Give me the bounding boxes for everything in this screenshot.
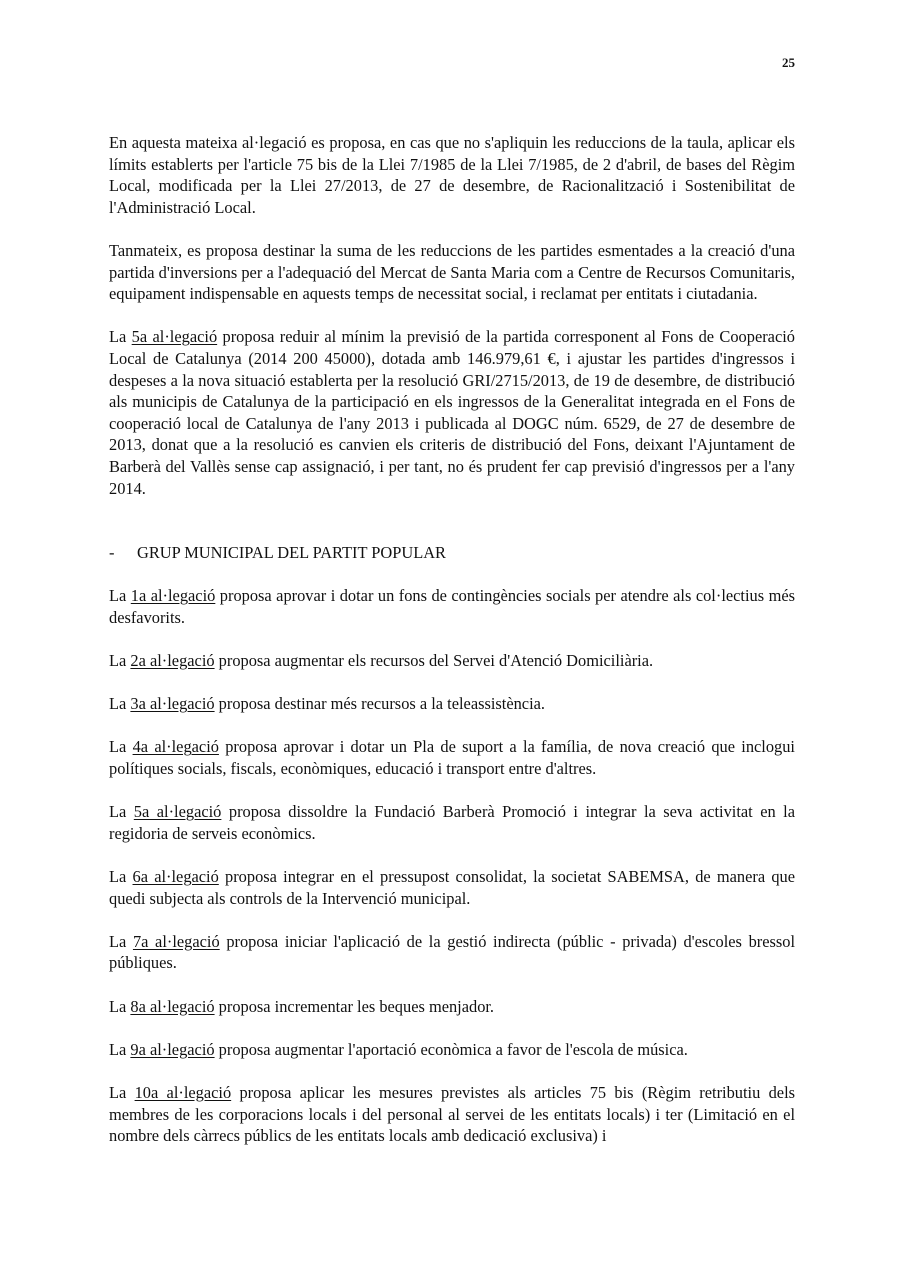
allegation-prefix: La (109, 586, 131, 606)
document-body (109, 132, 795, 1147)
paragraph: Tanmateix, es proposa destinar la suma de les reduccions de les partides esmentades a la creació d'una partida d'inversions per a l'adequació del Mercat de Santa Maria com a Centre de Recursos Comunitaris, equipament indispensable en aquests temps de necessitat social, i reclamat per entitats i ciutadania. (109, 240, 795, 304)
allegation-reference: 4a al·legació (132, 737, 219, 757)
allegation-reference: 1a al·legació (130, 586, 216, 606)
allegation-text: proposa aprovar i dotar un fons de contingències socials per atendre als col·lectius més desfavorits. (109, 586, 795, 627)
allegation-reference: 9a al·legació (130, 1039, 215, 1059)
allegation-text: proposa incrementar les beques menjador. (214, 996, 495, 1016)
allegation-prefix: La (109, 327, 132, 347)
allegation-reference: 5a al·legació (131, 327, 218, 347)
allegation-reference: 2a al·legació (130, 651, 215, 671)
allegation-paragraph (109, 996, 795, 1018)
allegation-prefix: La (109, 1039, 131, 1059)
allegation-prefix: La (109, 737, 133, 757)
allegation-reference: 7a al·legació (132, 931, 220, 951)
allegation-paragraph (109, 693, 795, 715)
allegation-paragraph (109, 1039, 795, 1061)
allegation-reference: 3a al·legació (130, 694, 215, 714)
allegation-prefix: La (109, 694, 131, 714)
allegation-text: proposa reduir al mínim la previsió de la partida corresponent al Fons de Cooperació Local de Catalunya (2014 200 45000), dotada amb 146.979,61 €, i ajustar les partides d'ingressos i despeses a la nova situació establerta per la resolució GRI/2715/2013, de 19 de desembre, de distribució als municipis de Catalunya de la participació en els ingressos de la Generalitat integrada en el Fons de cooperació local de Catalunya de l'any 2013 i publicada al DOGC núm. 6529, de 27 de desembre de 2013, donat que a la resolució es canvien els criteris de distribució del Fons, deixant l'Ajuntament de Barberà del Vallès sense cap assignació, i per tant, no és prudent fer cap previsió d'ingressos per a l'any 2014. (109, 327, 795, 498)
allegation-paragraph (109, 866, 795, 909)
allegation-prefix: La (109, 802, 134, 822)
allegation-paragraph (109, 650, 795, 672)
allegation-paragraph (109, 931, 795, 974)
allegation-paragraph (109, 736, 795, 779)
allegation-prefix: La (109, 996, 131, 1016)
allegation-paragraph (109, 801, 795, 844)
allegation-prefix: La (109, 931, 133, 951)
allegation-reference: 5a al·legació (133, 802, 222, 822)
allegation-paragraph (109, 1082, 795, 1147)
allegation-text: proposa aprovar i dotar un Pla de suport a la família, de nova creació que inclogui polítiques socials, fiscals, econòmiques, educació i transport entre d'altres. (109, 737, 795, 779)
paragraph: En aquesta mateixa al·legació es proposa, en cas que no s'apliquin les reduccions de la taula, aplicar els límits establerts per l'article 75 bis de la Llei 7/1985 de la Llei 7/1985, de 2 d'abril, de bases del Règim Local, modificada per la Llei 27/2013, de 27 de desembre, de Racionalització i Sostenibilitat de l'Administració Local. (109, 133, 795, 217)
allegation-text: proposa aplicar les mesures previstes als articles 75 bis (Règim retributiu dels membres de les corporacions locals i del personal al servei de les entitats locals) i ter (Limitació en el nombre dels càrrecs públics de les entitats locals amb dedicació exclusiva) i (109, 1082, 795, 1146)
heading-text: GRUP MUNICIPAL DEL PARTIT POPULAR (137, 543, 446, 563)
allegation-reference: 10a al·legació (134, 1082, 232, 1102)
allegation-text: proposa augmentar els recursos del Servei d'Atenció Domiciliària. (214, 651, 654, 671)
page-number: 25 (782, 55, 795, 70)
allegation-text: proposa dissoldre la Fundació Barberà Promoció i integrar la seva activitat en la regidoria de serveis econòmics. (109, 802, 796, 843)
allegation-text: proposa augmentar l'aportació econòmica a favor de l'escola de música. (214, 1039, 688, 1059)
section-heading (109, 542, 795, 564)
allegation-text: proposa destinar més recursos a la teleassistència. (214, 694, 546, 714)
allegation-paragraph (109, 585, 795, 628)
heading-dash: - (109, 543, 115, 563)
allegation-reference: 6a al·legació (132, 867, 219, 886)
allegation-reference: 8a al·legació (130, 996, 215, 1016)
allegation-paragraph (109, 326, 795, 499)
allegation-text: proposa integrar en el pressupost consolidat, la societat SABEMSA, de manera que quedi subjecta als controls de la Intervenció municipal. (109, 867, 795, 908)
allegation-prefix: La (109, 867, 133, 886)
allegation-prefix: La (109, 651, 131, 671)
allegation-prefix: La (109, 1082, 135, 1102)
allegation-text: proposa iniciar l'aplicació de la gestió indirecta (públic - privada) d'escoles bressol públiques. (109, 931, 796, 973)
